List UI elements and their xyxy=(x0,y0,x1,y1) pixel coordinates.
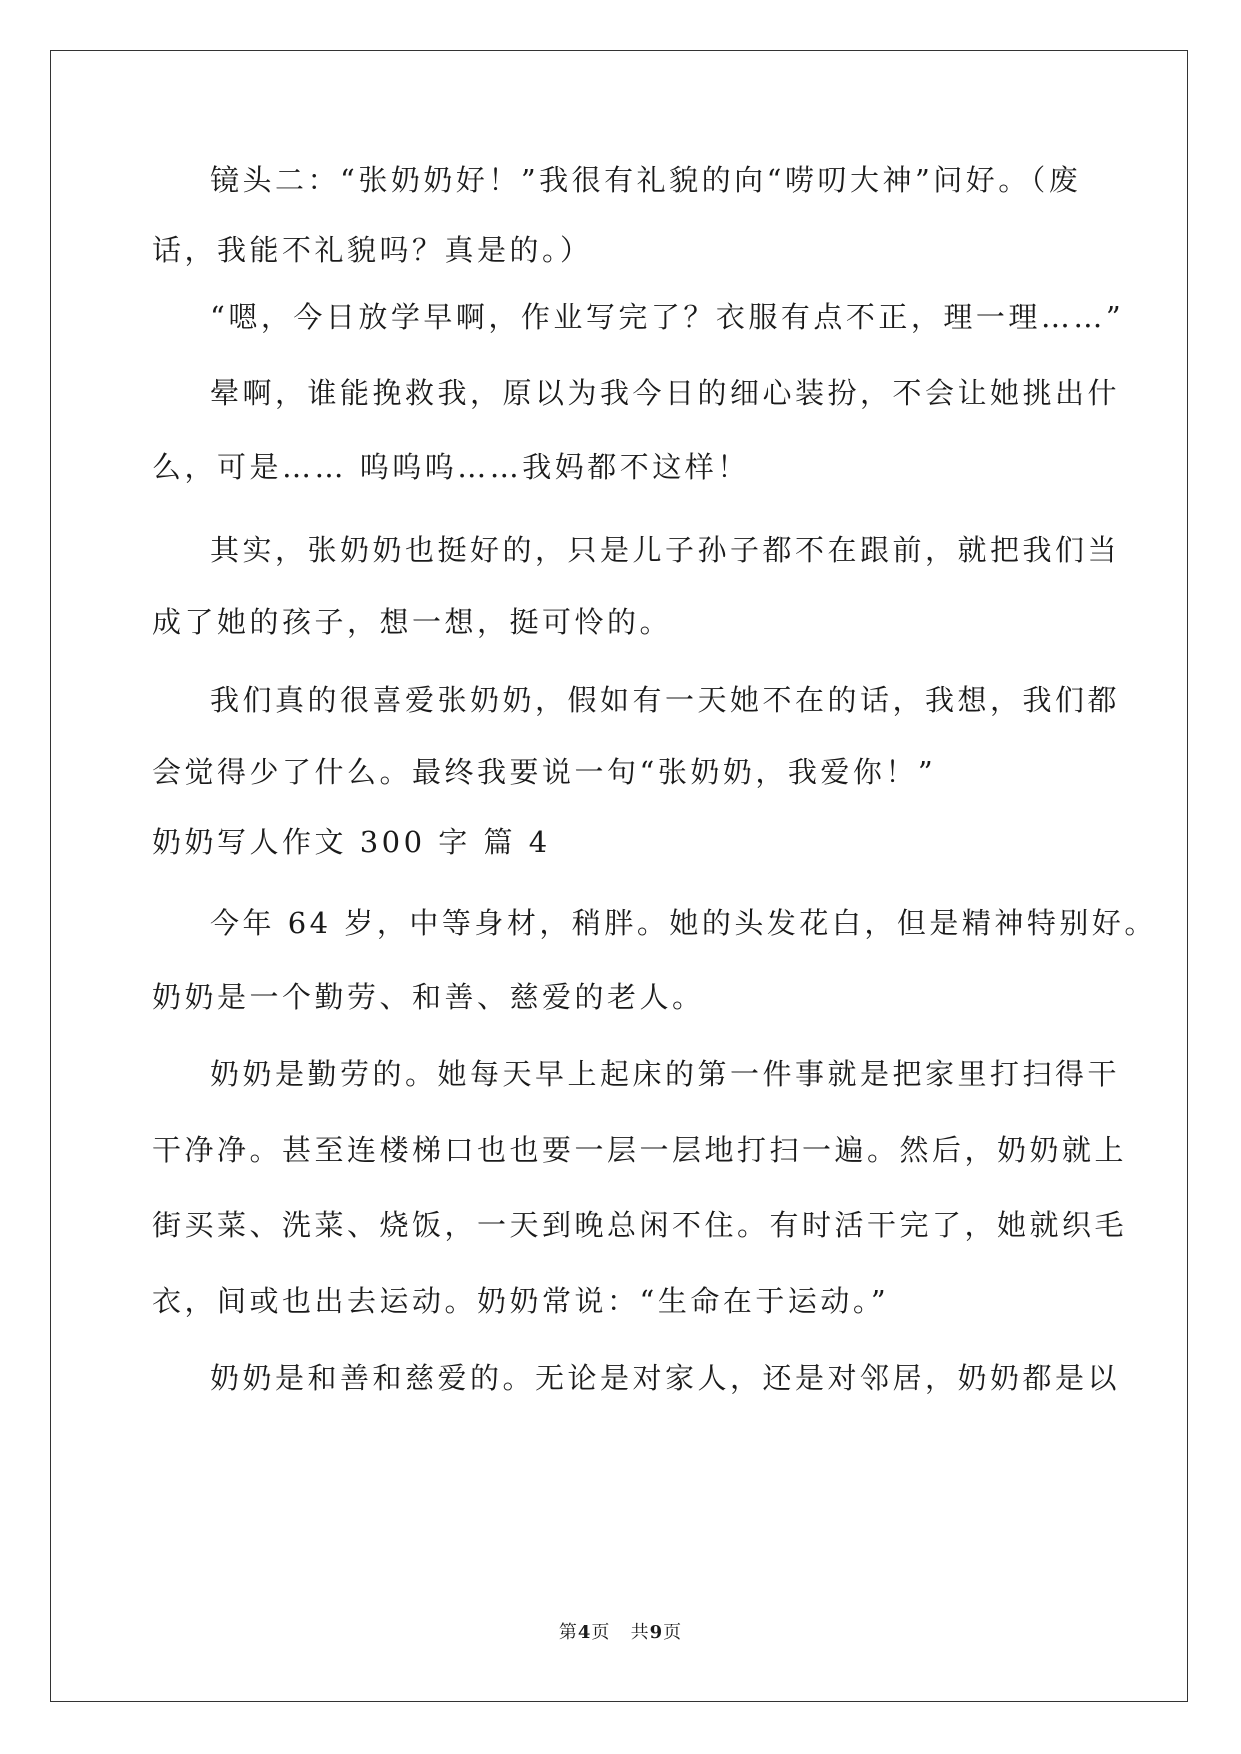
text-line: 街买菜、洗菜、烧饭，一天到晚总闲不住。有时活干完了，她就织毛 xyxy=(152,1208,1128,1242)
text-line: “嗯，今日放学早啊，作业写完了？衣服有点不正，理一理……” xyxy=(210,300,1125,334)
text-line: 会觉得少了什么。最终我要说一句“张奶奶，我爱你！” xyxy=(152,755,937,789)
text-line: 奶奶是和善和慈爱的。无论是对家人，还是对邻居，奶奶都是以 xyxy=(210,1361,1121,1395)
text-line: 奶奶是一个勤劳、和善、慈爱的老人。 xyxy=(152,980,705,1014)
current-page-number: 4 xyxy=(577,1622,592,1643)
text-line: 衣，间或也出去运动。奶奶常说：“生命在于运动。” xyxy=(152,1284,890,1318)
text-line: 话，我能不礼貌吗？真是的。） xyxy=(152,233,593,267)
text-line: 其实，张奶奶也挺好的，只是儿子孙子都不在跟前，就把我们当 xyxy=(210,533,1121,567)
footer-middle: 页 共 xyxy=(591,1622,650,1643)
text-line: 奶奶是勤劳的。她每天早上起床的第一件事就是把家里打扫得干 xyxy=(210,1057,1121,1091)
page-footer xyxy=(0,1618,1241,1644)
total-page-number: 9 xyxy=(649,1622,664,1643)
text-line: 今年 64 岁，中等身材，稍胖。她的头发花白，但是精神特别好。 xyxy=(210,906,1157,940)
text-line: 我们真的很喜爱张奶奶，假如有一天她不在的话，我想，我们都 xyxy=(210,683,1121,717)
footer-suffix: 页 xyxy=(663,1622,683,1643)
text-line: 干净净。甚至连楼梯口也也要一层一层地打扫一遍。然后，奶奶就上 xyxy=(152,1133,1128,1167)
text-line: 镜头二：“张奶奶好！”我很有礼貌的向“唠叨大神”问好。（废 xyxy=(210,163,1082,197)
text-line: 么，可是…… 呜呜呜……我妈都不这样！ xyxy=(152,450,750,484)
footer-prefix: 第 xyxy=(558,1622,578,1643)
section-heading: 奶奶写人作文 300 字 篇 4 xyxy=(152,825,551,859)
text-line: 成了她的孩子，想一想，挺可怜的。 xyxy=(152,605,673,639)
text-line: 晕啊，谁能挽救我，原以为我今日的细心装扮，不会让她挑出什 xyxy=(210,376,1121,410)
